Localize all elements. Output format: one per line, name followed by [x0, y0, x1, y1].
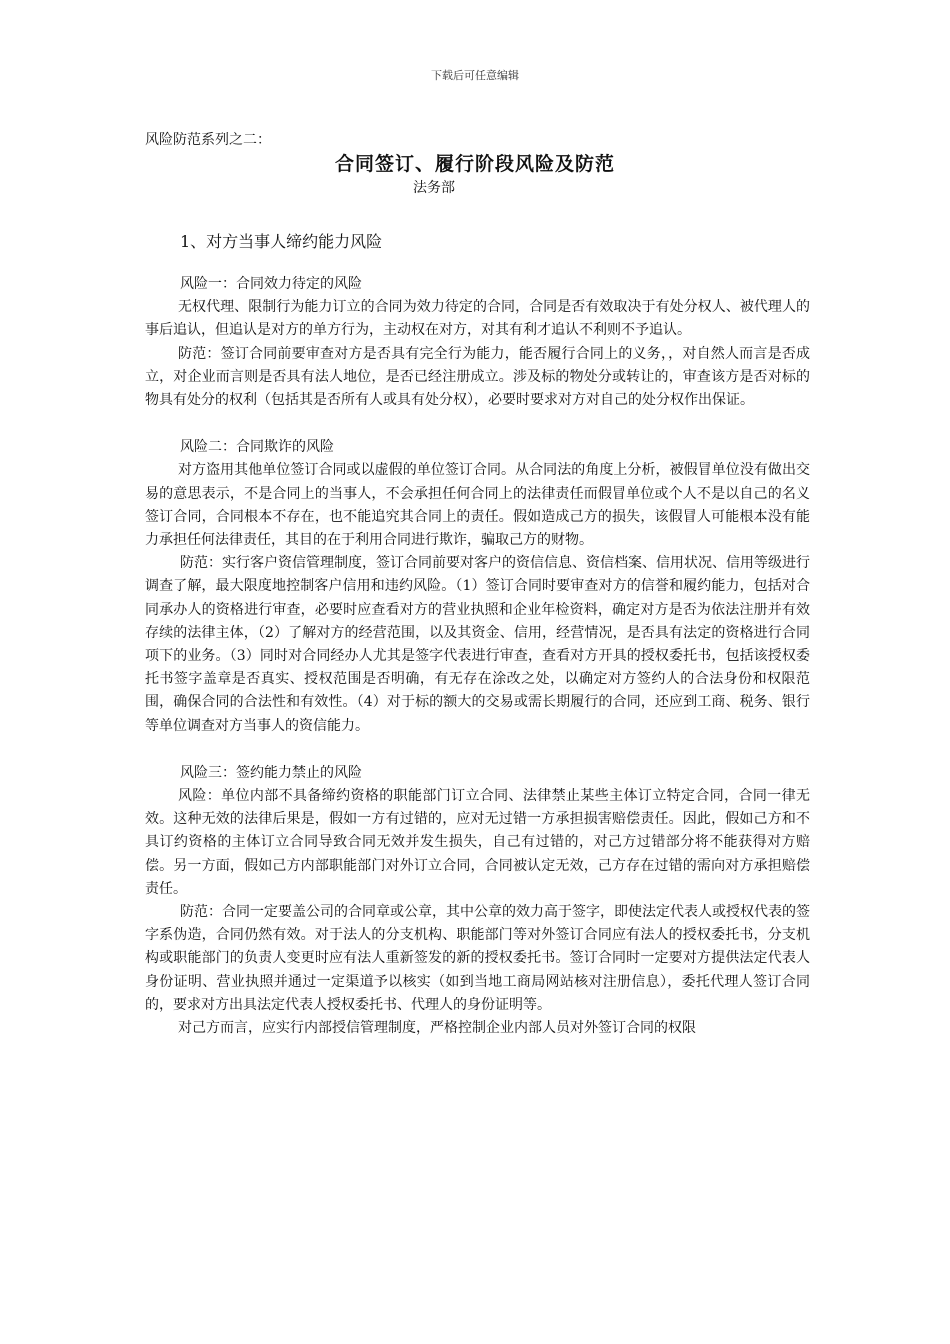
risk-2-prevention: 防范：实行客户资信管理制度，签订合同前要对客户的资信信息、资信档案、信用状况、信用等级进行调查了解，最大限度地控制客户信用和违约风险。（1）签订合同时要审查对方的信誉和履约能力，包括对合同承办人的资格进行审查，必要时应查看对方的营业执照和企业年检资料，确定对方是否为依法注册并有效存续的法律主体，（2）了解对方的经营范围，以及其资金、信用，经营情况，是否具有法定的资格进行合同项下的业务。（3）同时对合同经办人尤其是签字代表进行审查，查看对方开具的授权委托书，包括该授权委托书签字盖章是否真实、授权范围是否明确，有无存在涂改之处，以确定对方签约人的合法身份和权限范围，确保合同的合法性和有效性。（4）对于标的额大的交易或需长期履行的合同，还应到工商、税务、银行等单位调查对方当事人的资信能力。 [145, 555, 810, 734]
risk-1-paragraph: 无权代理、限制行为能力订立的合同为效力待定的合同，合同是否有效取决于有处分权人、被代理人的事后追认，但追认是对方的单方行为，主动权在对方，对其有利才追认不利则不予追认。 [145, 299, 810, 339]
risk-1-prevention: 防范：签订合同前要审查对方是否具有完全行为能力，能否履行合同上的义务，，对自然人而言是否成立，对企业而言则是否具有法人地位，是否已经注册成立。涉及标的物处分或转让的，审查该方是否对标的物具有处分的权利（包括其是否所有人或具有处分权），必要时要求对方对自己的处分权作出保证。 [145, 345, 810, 409]
risk-3-heading: 风险三：签约能力禁止的风险 [180, 764, 362, 781]
document-body [145, 273, 810, 1040]
risk-3-paragraph: 风险：单位内部不具备缔约资格的职能部门订立合同、法律禁止某些主体订立特定合同，合同一律无效。这种无效的法律后果是，假如一方有过错的，应对无过错一方承担损害赔偿责任。因此，假如己方和不具订约资格的主体订立合同导致合同无效并发生损失，自己有过错的，对己方过错部分将不能获得对方赔偿。另一方面，假如己方内部职能部门对外订立合同，合同被认定无效，己方存在过错的需向对方承担赔偿责任。 [145, 788, 810, 897]
spacer [145, 738, 810, 762]
series-label: 风险防范系列之二： [145, 132, 271, 148]
risk-3-prevention: 防范：合同一定要盖公司的合同章或公章，其中公章的效力高于签字，即使法定代表人或授权代表的签字系伪造，合同仍然有效。对于法人的分支机构、职能部门等对外签订合同应有法人的授权委托书，分支机构或职能部门的负责人变更时应有法人重新签发的新的授权委托书。签订合同时一定要对方提供法定代表人身份证明、营业执照并通过一定渠道予以核实（如到当地工商局网站核对注册信息），委托代理人签订合同的，要求对方出具法定代表人授权委托书、代理人的身份证明等。 [145, 904, 810, 1013]
risk-2-heading: 风险二：合同欺诈的风险 [180, 439, 334, 456]
department-label: 法务部 [413, 180, 455, 196]
risk-3-own-side-paragraph: 对己方而言，应实行内部授信管理制度，严格控制企业内部人员对外签订合同的权限 [178, 1020, 696, 1037]
spacer [145, 412, 810, 436]
section-heading: 1、对方当事人缔约能力风险 [180, 232, 383, 251]
header-note: 下载后可任意编辑 [431, 69, 519, 82]
risk-1-heading: 风险一：合同效力待定的风险 [180, 276, 362, 292]
risk-2-paragraph: 对方盗用其他单位签订合同或以虚假的单位签订合同。从合同法的角度上分析，被假冒单位没有做出交易的意思表示，不是合同上的当事人，不会承担任何合同上的法律责任而假冒单位或个人不是以自己的名义签订合同，合同根本不存在，也不能追究其合同上的责任。假如造成己方的损失，该假冒人可能根本没有能力承担任何法律责任，其目的在于利用合同进行欺诈，骗取己方的财物。 [145, 462, 810, 549]
document-title: 合同签订、履行阶段风险及防范 [334, 153, 615, 175]
